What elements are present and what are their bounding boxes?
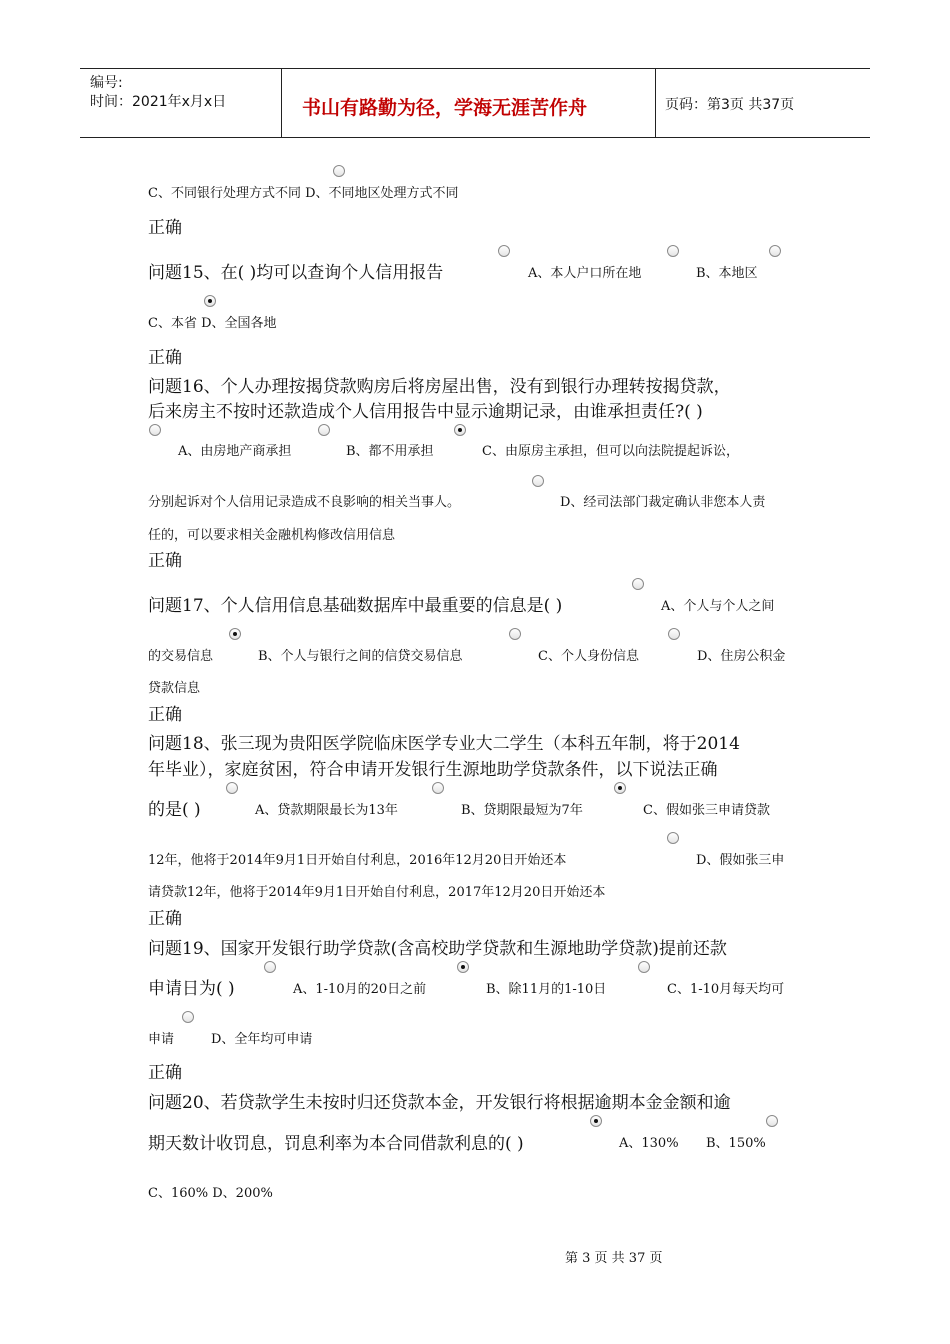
q16-option-b: B、都不用承担 [346, 444, 434, 459]
motto: 书山有路勤为径，学海无涯苦作舟 [302, 97, 588, 119]
radio-q16-b[interactable] [318, 424, 330, 436]
q17-option-a-line1: A、个人与个人之间 [661, 599, 775, 614]
header-divider [281, 69, 282, 137]
radio-q19-b[interactable] [457, 961, 469, 973]
q17-option-c: C、个人身份信息 [538, 649, 639, 664]
q20-option-a: A、130% [619, 1136, 679, 1151]
q19-option-c-line1: C、1-10月每天均可 [667, 982, 785, 997]
q19-stem-line2: 申请日为( ) [148, 979, 235, 999]
q16-option-d-line1: D、经司法部门裁定确认非您本人责 [560, 495, 766, 510]
radio-q18-a[interactable] [226, 782, 238, 794]
q19-option-c-line2: 申请 [148, 1032, 175, 1047]
radio-q15-a[interactable] [498, 245, 510, 257]
radio-q20-a[interactable] [590, 1115, 602, 1127]
q15-stem: 问题15、在( )均可以查询个人信用报告 [148, 263, 444, 283]
q15-option-cd: C、本省 D、全国各地 [148, 316, 277, 331]
q16-option-c-line1: C、由原房主承担，但可以向法院提起诉讼， [482, 444, 739, 459]
q17-option-a-line2: 的交易信息 [148, 649, 214, 664]
q18-option-c-line2: 12年，他将于2014年9月1日开始自付利息，2016年12月20日开始还本 [148, 853, 567, 868]
q15-option-b: B、本地区 [696, 266, 758, 281]
q18-option-c-line1: C、假如张三申请贷款 [643, 803, 770, 818]
radio-q15-c[interactable] [769, 245, 781, 257]
q18-option-d-line1: D、假如张三申 [696, 853, 785, 868]
radio-q15-d[interactable] [204, 295, 216, 307]
q16-option-a: A、由房地产商承担 [178, 444, 292, 459]
q14-result: 正确 [148, 218, 182, 238]
q16-result: 正确 [148, 551, 182, 571]
radio-q19-a[interactable] [264, 961, 276, 973]
q16-stem-line1: 问题16、个人办理按揭贷款购房后将房屋出售，没有到银行办理转按揭贷款， [148, 377, 731, 397]
radio-q15-b[interactable] [667, 245, 679, 257]
radio-q19-d[interactable] [182, 1011, 194, 1023]
q20-option-b: B、150% [706, 1136, 766, 1151]
radio-q17-b[interactable] [229, 628, 241, 640]
q19-option-d: D、全年均可申请 [211, 1032, 313, 1047]
q16-option-d-line2: 任的，可以要求相关金融机构修改信用信息 [148, 528, 396, 543]
q18-stem-line2: 年毕业），家庭贫困，符合申请开发银行生源地助学贷款条件，以下说法正确 [148, 760, 718, 780]
radio-q19-c[interactable] [638, 961, 650, 973]
q17-option-d-line1: D、住房公积金 [697, 649, 786, 664]
q20-stem-line2: 期天数计收罚息，罚息利率为本合同借款利息的( ) [148, 1134, 524, 1154]
radio-q16-d[interactable] [532, 475, 544, 487]
q20-stem-line1: 问题20、若贷款学生未按时归还贷款本金，开发银行将根据逾期本金金额和逾 [148, 1093, 731, 1113]
radio-q16-c[interactable] [454, 424, 466, 436]
time-label: 时间：2021年x月x日 [90, 94, 227, 110]
q18-stem-line1: 问题18、张三现为贵阳医学院临床医学专业大二学生（本科五年制，将于2014 [148, 734, 740, 754]
q19-option-a: A、1-10月的20日之前 [293, 982, 427, 997]
radio-q18-b[interactable] [432, 782, 444, 794]
radio-q17-d[interactable] [668, 628, 680, 640]
radio-q20-b[interactable] [766, 1115, 778, 1127]
q19-option-b: B、除11月的1-10日 [486, 982, 607, 997]
q18-stem-line3: 的是( ) [148, 800, 201, 820]
q16-stem-line2: 后来房主不按时还款造成个人信用报告中显示逾期记录，由谁承担责任?( ) [148, 402, 703, 422]
q15-result: 正确 [148, 348, 182, 368]
radio-q17-c[interactable] [509, 628, 521, 640]
q17-result: 正确 [148, 705, 182, 725]
q18-option-b: B、贷期限最短为7年 [461, 803, 583, 818]
number-label: 编号: [90, 75, 123, 91]
q17-stem: 问题17、个人信用信息基础数据库中最重要的信息是( ) [148, 596, 563, 616]
page-footer: 第 3 页 共 37 页 [565, 1251, 663, 1266]
radio-q14-d[interactable] [333, 165, 345, 177]
header-divider [655, 69, 656, 137]
q17-option-d-line2: 贷款信息 [148, 681, 201, 696]
page-label: 页码：第3页 共37页 [665, 97, 795, 113]
radio-q18-d[interactable] [667, 832, 679, 844]
q16-option-c-line2: 分别起诉对个人信用记录造成不良影响的相关当事人。 [148, 495, 461, 510]
q19-result: 正确 [148, 1063, 182, 1083]
q14-options: C、不同银行处理方式不同 D、不同地区处理方式不同 [148, 186, 459, 201]
q20-option-cd: C、160% D、200% [148, 1186, 273, 1201]
q18-option-d-line2: 请贷款12年，他将于2014年9月1日开始自付利息，2017年12月20日开始还本 [148, 885, 606, 900]
radio-q16-a[interactable] [149, 424, 161, 436]
q18-result: 正确 [148, 909, 182, 929]
radio-q17-a[interactable] [632, 578, 644, 590]
q17-option-b: B、个人与银行之间的信贷交易信息 [258, 649, 463, 664]
q18-option-a: A、贷款期限最长为13年 [255, 803, 398, 818]
radio-q18-c[interactable] [614, 782, 626, 794]
q19-stem-line1: 问题19、国家开发银行助学贷款(含高校助学贷款和生源地助学贷款)提前还款 [148, 939, 727, 959]
page-header [80, 68, 870, 138]
q15-option-a: A、本人户口所在地 [528, 266, 642, 281]
